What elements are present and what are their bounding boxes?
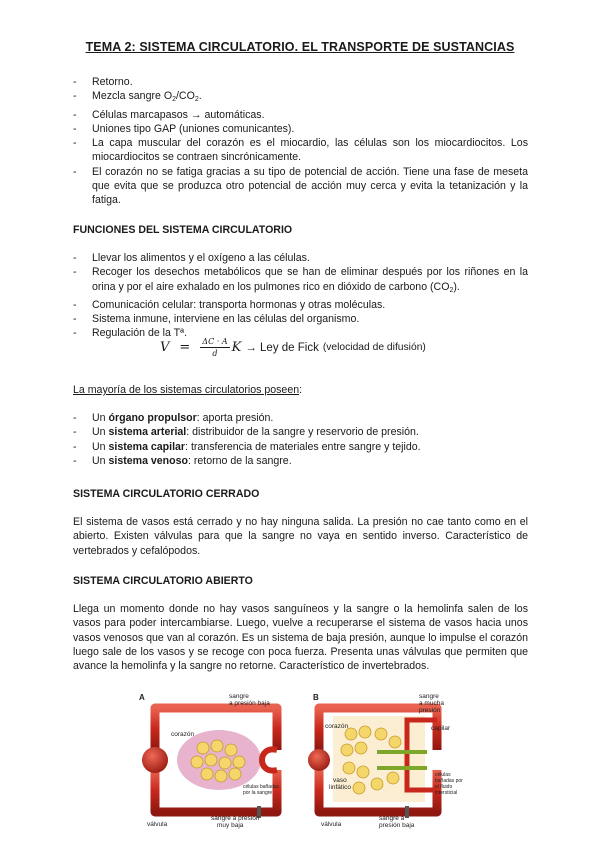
svg-text:corazón: corazón: [171, 731, 195, 738]
valve-b: [405, 806, 409, 818]
fick-formula: [160, 337, 426, 358]
svg-text:a mucha: a mucha: [419, 700, 444, 707]
svg-text:presión: presión: [419, 707, 441, 714]
panel-b: [308, 693, 463, 829]
svg-text:sangre a: sangre a: [379, 815, 405, 822]
svg-text:intersticial: intersticial: [435, 790, 458, 796]
svg-text:sangre: sangre: [229, 693, 249, 700]
section-heading-cerrado: SISTEMA CIRCULATORIO CERRADO: [73, 488, 260, 500]
list-item: - Células marcapasos → automáticas.: [73, 108, 528, 122]
list-item: - El corazón no se fatiga gracias a su tipo de potencial de acción. Tiene una fase de meseta que evita que se produzca otro potencial de acción muy cerca y evita la tetanización y la fatiga.: [73, 165, 528, 208]
list-item: - Sistema inmune, interviene en las células del organismo.: [73, 312, 528, 326]
svg-text:sangre a presión: sangre a presión: [211, 815, 260, 822]
list-item: - Retorno.: [73, 75, 528, 89]
vessel-end: [262, 749, 277, 770]
heart-a: [142, 747, 168, 773]
intro-list: [73, 75, 528, 208]
section-heading-abierto: SISTEMA CIRCULATORIO ABIERTO: [73, 575, 253, 587]
svg-text:por la sangre: por la sangre: [243, 790, 273, 796]
list-item: - Un órgano propulsor: aporta presión.: [73, 411, 528, 425]
svg-text:válvula: válvula: [147, 821, 168, 828]
svg-text:capilar: capilar: [431, 725, 451, 732]
svg-text:a presión baja: a presión baja: [229, 700, 270, 707]
formula-fraction: [200, 337, 229, 358]
mayoria-intro: La mayoría de los sistemas circulatorios poseen:: [73, 384, 303, 396]
svg-text:corazón: corazón: [325, 723, 349, 730]
panel-a-label: A: [139, 693, 145, 702]
svg-text:válvula: válvula: [321, 821, 342, 828]
abierto-text: Llega un momento donde no hay vasos sanguíneos y la sangre o la hemolinfa salen de los vasos para poder intercambiarse. Luego, vuelve a recuperarse el sistema de vasos hacia unos vasos venosos que van al corazón. Es un sistema de baja presión, aunque lo impulse el corazón luego sale de los vasos y se recoge con poca fuerza. Presenta unas válvulas que permiten que avance la hemolinfa y la sangre no retorne. Característico de invertebrados.: [73, 603, 528, 673]
cerrado-text: El sistema de vasos está cerrado y no hay ninguna salida. La presión no cae tanto como en el abierto. Existen válvulas para que la sangre no vaya en sentido inverso. Característico de vertebrados y cefalópodos.: [73, 516, 528, 557]
circulatory-diagram: [137, 690, 465, 830]
list-item: - Regulación de la Tª.: [73, 326, 528, 340]
formula-v: V: [160, 340, 170, 355]
list-item: - Un sistema venoso: retorno de la sangre.: [73, 454, 528, 468]
svg-text:sangre: sangre: [419, 693, 439, 700]
funciones-list: [73, 251, 528, 341]
formula-k: K: [231, 340, 242, 355]
formula-denominator: d: [212, 349, 218, 358]
list-item: - La capa muscular del corazón es el miocardio, las células son los miocardiocitos. Los miocardiocitos se contraen sincrónicamente.: [73, 136, 528, 165]
mayoria-list: [73, 411, 528, 468]
list-item: - Un sistema arterial: distribuidor de la sangre y reservorio de presión.: [73, 425, 528, 439]
svg-text:el fluido: el fluido: [435, 784, 453, 790]
formula-equals: =: [179, 340, 191, 355]
list-item: - Recoger los desechos metabólicos que se han de eliminar después por los riñones en la orina y por el aire exhalado en los pulmones rico en dióxido de carbono $(CO_2)$.: [73, 265, 528, 298]
svg-text:células bañadas: células bañadas: [243, 784, 280, 790]
formula-note: (velocidad de difusión): [322, 342, 426, 353]
svg-text:vaso: vaso: [333, 777, 347, 784]
section-heading-funciones: FUNCIONES DEL SISTEMA CIRCULATORIO: [73, 224, 293, 236]
heart-b: [308, 749, 330, 771]
list-item: - Mezcla sangre $O_2/CO_2$.: [73, 89, 528, 107]
list-item: - Comunicación celular: transporta hormonas y otras moléculas.: [73, 298, 528, 312]
formula-fick-label: → Ley de Fick: [245, 341, 319, 354]
list-item: - Uniones tipo GAP (uniones comunicantes).: [73, 122, 528, 136]
panel-a: [139, 693, 280, 829]
panel-b-label: B: [313, 693, 319, 702]
svg-text:presión baja: presión baja: [379, 822, 415, 829]
page-title: TEMA 2: SISTEMA CIRCULATORIO. EL TRANSPORTE DE SUSTANCIAS: [85, 40, 515, 54]
svg-text:células: células: [435, 772, 451, 778]
svg-text:linfático: linfático: [329, 784, 352, 791]
formula-numerator: ΔC · A: [202, 337, 228, 346]
svg-text:bañadas por: bañadas por: [435, 778, 463, 784]
svg-text:muy baja: muy baja: [217, 822, 244, 829]
list-item: - Un sistema capilar: transferencia de materiales entre sangre y tejido.: [73, 440, 528, 454]
list-item: - Llevar los alimentos y el oxígeno a las células.: [73, 251, 528, 265]
